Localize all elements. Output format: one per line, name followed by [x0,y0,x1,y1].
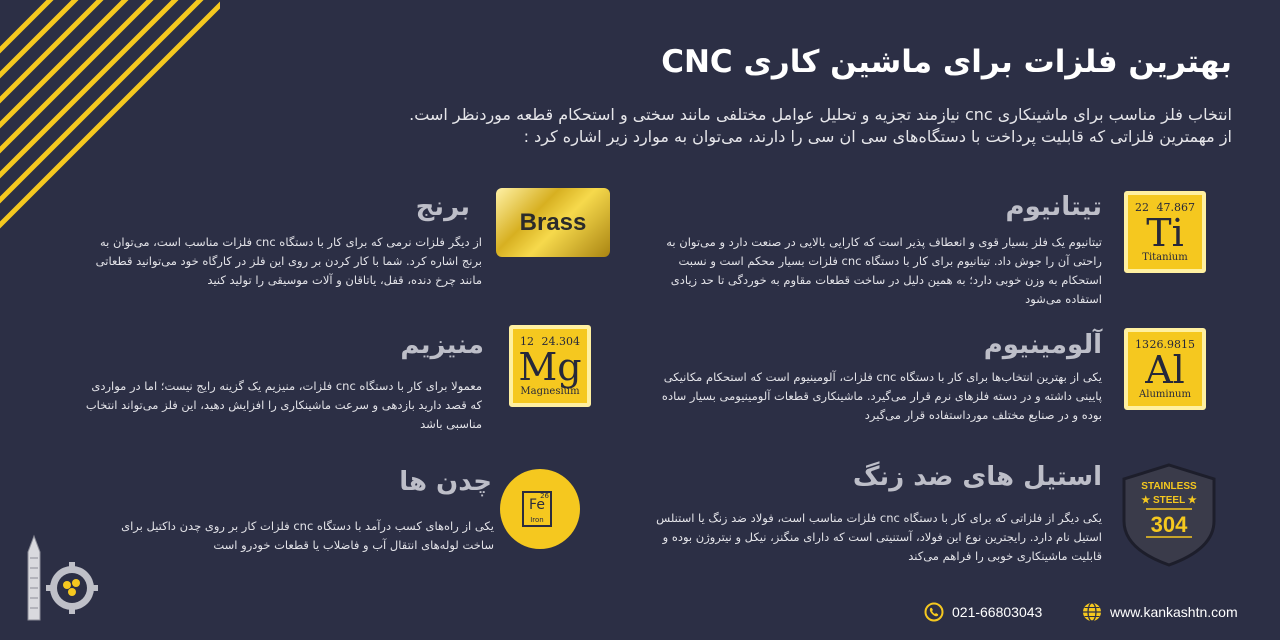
globe-icon [1082,602,1102,622]
brass-heading: برنج [415,192,470,222]
magnesium-element-name: Magnesium [520,386,580,397]
stainless-heading: استیل های ضد زنگ [852,462,1102,492]
magnesium-atomic-number: 12 [520,335,534,348]
magnesium-atomic-mass: 24.304 [541,335,580,348]
castiron-text: یکی از راه‌های کسب درآمد با دستگاه cnc فلزات کار بر روی چدن داکتیل برای ساخت لوله‌های انتقال آب و فاضلاب یا قطعات خودرو است [121,519,494,552]
phone-icon [924,602,944,622]
magnesium-text: معمولا برای کار با دستگاه cnc فلزات، منیزیم یک گزینه رایج نیست؛ اما در مواردی که قصد دارید بازدهی و سرعت ماشینکاری را افزایش دهید، این فلز می‌تواند انتخاب مناسبی باشد [85,379,482,431]
stainless-steel-shield-icon [1120,463,1218,567]
badge-number: 304 [1150,512,1188,537]
aluminum-atomic-mass: 26.9815 [1149,338,1195,351]
intro-text [232,104,1232,148]
intro-line-2: از مهمترین فلزاتی که قابلیت پرداخت با دستگاه‌های سی ان سی را دارند، می‌توان به موارد زیر اشاره کرد : [523,127,1232,146]
iron-element-box [522,491,552,527]
stainless-text: یکی دیگر از فلزاتی که برای کار با دستگاه cnc فلزات مناسب است، فولاد ضد زنگ یا استنلس استیل نام دارد. رایجترین نوع این فولاد، آستنیتی است که دارای منگنز، نیکل و نیتروژن بوده و قابلیت ماشینکاری خوبی را فراهم می‌کند [656,511,1102,563]
badge-line1: STAINLESS [1141,481,1197,492]
titanium-element-name: Titanium [1142,252,1188,263]
page-title: بهترین فلزات برای ماشین کاری CNC [661,44,1232,80]
magnesium-symbol: Mg [518,345,582,389]
brass-text: از دیگر فلزات نرمی که برای کار با دستگاه cnc فلزات مناسب است، می‌توان به برنج اشاره کرد. شما با کار کردن بر روی این فلز در کارگاه خود می‌توانید قطعاتی مانند چرخ دنده، قفل، یاتاقان و آلات موسیقی را تولید کنید [95,235,482,287]
titanium-element-tile [1124,191,1206,273]
aluminum-element-tile [1124,328,1206,410]
aluminum-heading: آلومینیوم [983,330,1102,360]
phone-number[interactable]: 021-66803043 [952,604,1043,620]
badge-line2: ★ STEEL ★ [1141,495,1197,506]
intro-line-1: انتخاب فلز مناسب برای ماشینکاری cnc نیازمند تجزیه و تحلیل عوامل مختلفی مانند سختی و استحکام قطعه موردنظر است. [409,105,1232,124]
titanium-symbol: Ti [1146,211,1184,255]
company-logo [14,528,106,628]
magnesium-heading: منیزیم [400,330,484,360]
aluminum-atomic-number: 13 [1135,338,1149,351]
iron-symbol: Fe [529,497,545,513]
iron-element-name: Iron [530,516,544,524]
aluminum-element-name: Aluminum [1139,389,1191,400]
aluminum-symbol: Al [1145,348,1185,392]
titanium-atomic-mass: 47.867 [1156,201,1195,214]
titanium-atomic-number: 22 [1135,201,1149,214]
magnesium-element-tile [509,325,591,407]
titanium-text: تیتانیوم یک فلز بسیار قوی و انعطاف پذیر است که کارایی بالایی در صنعت دارد و می‌توان به راحتی آن را جوش داد. تیتانیوم برای کار با دستگاه cnc فلزات بسیار محکم است و نسبت استحکام به وزن خوبی دارد؛ به همین دلیل در ساخت قطعات مقاوم به خوردگی تا حد زیادی استفاده می‌شود [666,235,1102,306]
titanium-heading: تیتانیوم [1005,192,1102,222]
iron-atomic-number: 26 [540,492,549,500]
castiron-heading: چدن ها [399,467,492,497]
diagonal-stripes-decoration [0,0,220,230]
brass-label-plate: Brass [496,188,610,257]
aluminum-text: یکی از بهترین انتخاب‌ها برای کار با دستگاه cnc فلزات، آلومینیوم است که استحکام مکانیکی پایینی داشته و در دسته فلزهای نرم قرار می‌گیرد. ماشینکاری قطعات آلومینیومی بسیار ساده بوده و در صنایع مختلف مورداستفاده قرار می‌گیرد [661,370,1102,422]
website-link[interactable]: www.kankashtn.com [1110,604,1238,620]
